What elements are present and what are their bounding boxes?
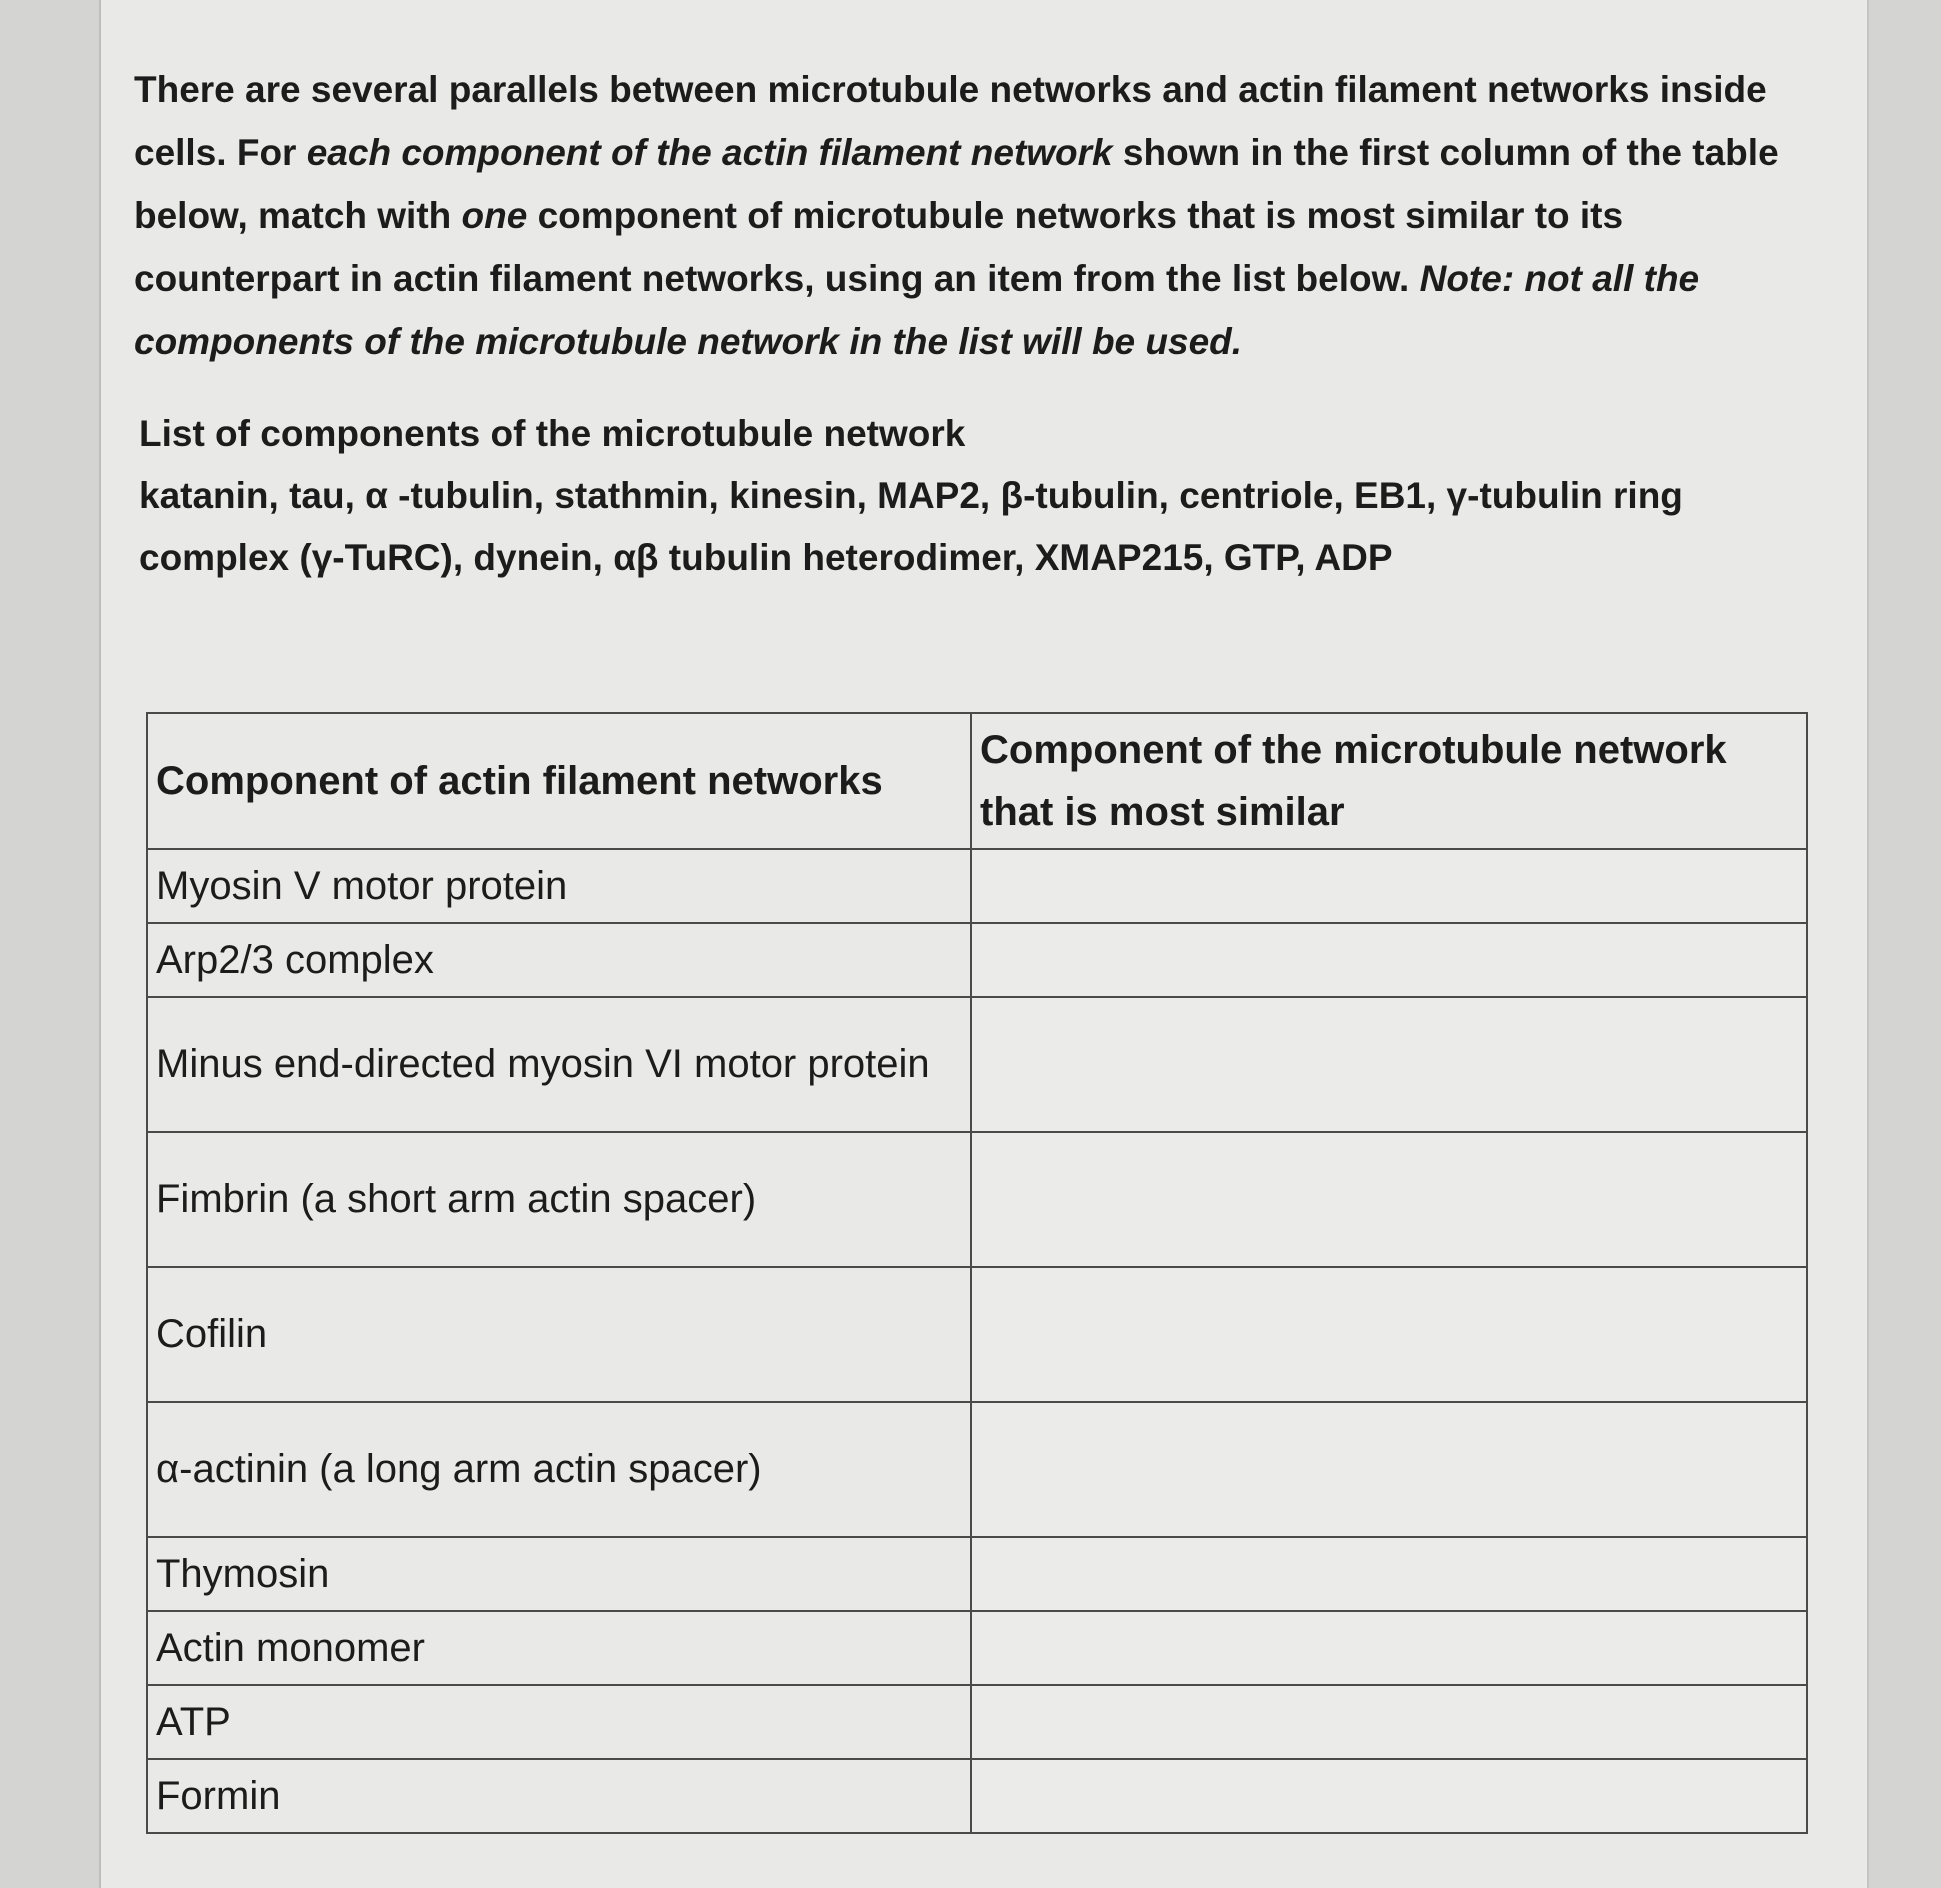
question-instructions: [134, 58, 1834, 373]
intro-note: Note: not all the components of the microtubule network in the list will be used.: [134, 258, 1700, 362]
answer-cell[interactable]: [971, 1611, 1807, 1685]
actin-component-cell: Arp2/3 complex: [147, 923, 971, 997]
matching-table: [146, 712, 1808, 1834]
table-row: [147, 1402, 1807, 1537]
answer-cell[interactable]: [971, 1402, 1807, 1537]
table-row: [147, 849, 1807, 923]
actin-component-cell: Cofilin: [147, 1267, 971, 1402]
actin-component-cell: Formin: [147, 1759, 971, 1833]
actin-component-cell: α-actinin (a long arm actin spacer): [147, 1402, 971, 1537]
actin-component-cell: Fimbrin (a short arm actin spacer): [147, 1132, 971, 1267]
table-row: [147, 1537, 1807, 1611]
actin-component-cell: ATP: [147, 1685, 971, 1759]
answer-cell[interactable]: [971, 849, 1807, 923]
table-row: [147, 1267, 1807, 1402]
table-row: [147, 1132, 1807, 1267]
table-row: [147, 1685, 1807, 1759]
header-microtubule-component: Component of the microtubule network that is most similar: [971, 713, 1807, 849]
header-actin-component: Component of actin filament networks: [147, 713, 971, 849]
answer-cell[interactable]: [971, 1132, 1807, 1267]
actin-component-cell: Actin monomer: [147, 1611, 971, 1685]
table-row: [147, 923, 1807, 997]
table-row: [147, 1759, 1807, 1833]
table-row: [147, 1611, 1807, 1685]
answer-cell[interactable]: [971, 1759, 1807, 1833]
worksheet-page: [99, 0, 1869, 1888]
actin-component-cell: Myosin V motor protein: [147, 849, 971, 923]
intro-emphasis-2: one: [461, 195, 528, 236]
answer-cell[interactable]: [971, 1537, 1807, 1611]
answer-cell[interactable]: [971, 1685, 1807, 1759]
component-list: [139, 403, 1839, 589]
intro-text-2: shown in the first column of the table below, match with: [134, 132, 1779, 236]
component-list-items: katanin, tau, α -tubulin, stathmin, kinesin, MAP2, β-tubulin, centriole, EB1, γ-tubulin ring complex (γ-TuRC), dynein, αβ tubulin heterodimer, XMAP215, GTP, ADP: [139, 475, 1683, 578]
answer-cell[interactable]: [971, 1267, 1807, 1402]
intro-text-1: There are several parallels between microtubule networks and actin filament networks inside cells. For: [134, 69, 1767, 173]
table-row: [147, 997, 1807, 1132]
answer-cell[interactable]: [971, 997, 1807, 1132]
answer-cell[interactable]: [971, 923, 1807, 997]
table-header-row: [147, 713, 1807, 849]
component-list-heading: List of components of the microtubule network: [139, 413, 966, 454]
actin-component-cell: Thymosin: [147, 1537, 971, 1611]
actin-component-cell: Minus end-directed myosin VI motor protein: [147, 997, 971, 1132]
intro-text-3: component of microtubule networks that is most similar to its counterpart in actin filament networks, using an item from the list below.: [134, 195, 1624, 299]
intro-emphasis-1: each component of the actin filament network: [306, 132, 1113, 173]
